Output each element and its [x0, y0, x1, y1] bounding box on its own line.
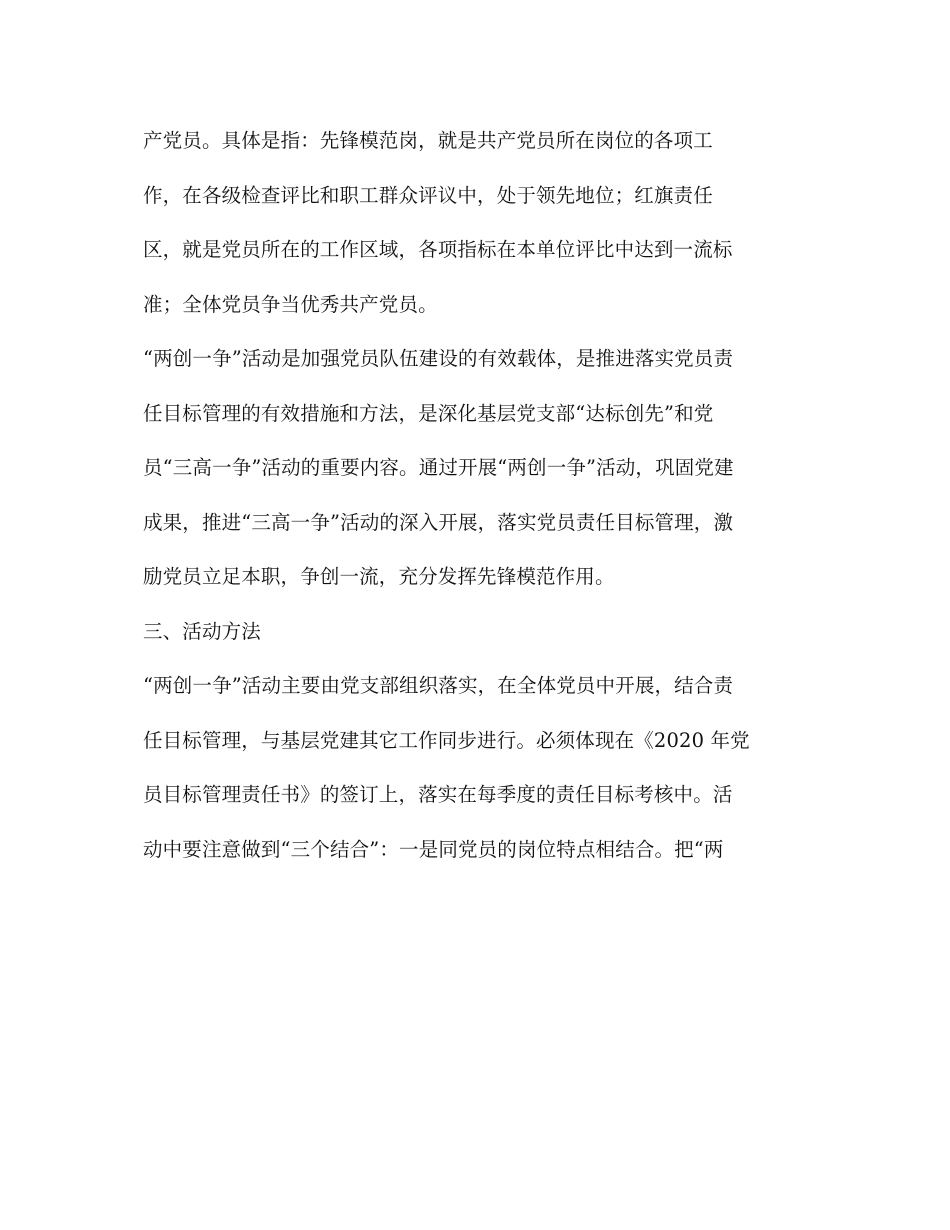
paragraph-line: “两创一争”活动是加强党员队伍建设的有效载体，是推进落实党员责 [143, 347, 734, 370]
paragraph-line: 员“三高一争”活动的重要内容。通过开展“两创一争”活动，巩固党建 [143, 456, 734, 479]
paragraph-line: “两创一争”活动主要由党支部组织落实，在全体党员中开展，结合责 [143, 674, 734, 697]
paragraph-line: 任目标管理的有效措施和方法，是深化基层党支部“达标创先”和党 [143, 401, 714, 425]
paragraph-line: 员目标管理责任书》的签订上，落实在每季度的责任目标考核中。活 [143, 783, 733, 806]
paragraph-line: 励党员立足本职，争创一流，充分发挥先锋模范作用。 [143, 565, 615, 588]
section-heading: 三、活动方法 [143, 619, 261, 643]
paragraph-line: 任目标管理，与基层党建其它工作同步进行。必须体现在《2020 年党 [143, 728, 750, 752]
paragraph-line: 准；全体党员争当优秀共产党员。 [143, 292, 438, 316]
document-body [143, 121, 823, 884]
paragraph-line: 成果，推进“三高一争”活动的深入开展，落实党员责任目标管理，激 [143, 510, 734, 534]
paragraph-line: 区，就是党员所在的工作区域，各项指标在本单位评比中达到一流标 [143, 238, 733, 261]
paragraph-line: 作，在各级检查评比和职工群众评议中，处于领先地位；红旗责任 [143, 183, 713, 207]
paragraph-line: 产党员。具体是指：先锋模范岗，就是共产党员所在岗位的各项工 [143, 129, 713, 152]
paragraph-line: 动中要注意做到“三个结合”：一是同党员的岗位特点相结合。把“两 [143, 837, 724, 861]
